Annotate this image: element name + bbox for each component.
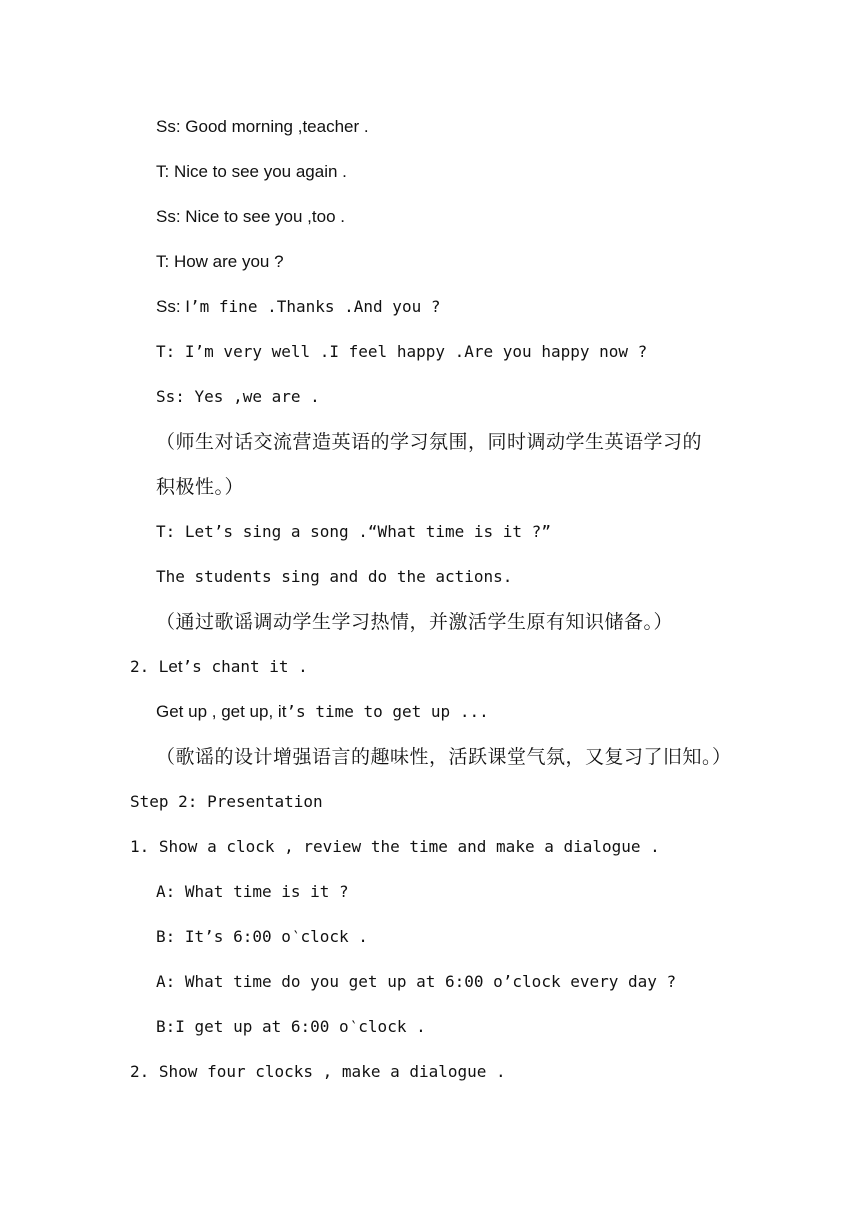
text-segment: B:I get up at 6:00 o‵clock .	[156, 1017, 426, 1036]
dialogue-line	[156, 925, 368, 949]
text-segment: （通过歌谣调动学生学习热情，并激活学生原有知识储备。）	[156, 611, 674, 633]
text-segment: 1. Show a clock , review the time and make a dialogue .	[130, 837, 660, 856]
text-segment: T: Let’s sing a song .“What time is it ?”	[156, 522, 551, 541]
dialogue-line	[156, 205, 345, 229]
text-segment: 2. Show four clocks , make a dialogue .	[130, 1062, 506, 1081]
text-segment: A: What time is it ?	[156, 882, 349, 901]
numbered-item	[130, 835, 660, 859]
text-segment: Ss: Yes ,we are .	[156, 387, 320, 406]
text-segment: T: How are you ?	[156, 252, 284, 271]
text-segment: Step 2: Presentation	[130, 792, 323, 811]
text-segment: Let	[158, 657, 183, 676]
dialogue-line	[156, 520, 551, 544]
annotation-line	[156, 610, 673, 635]
dialogue-line	[156, 1015, 426, 1039]
dialogue-line	[156, 160, 347, 184]
text-segment: Get up , get up, it	[156, 702, 287, 721]
text-segment: 积极性。）	[156, 476, 245, 498]
text-segment: ’s time to get up ...	[286, 702, 489, 721]
numbered-item	[130, 1060, 506, 1084]
annotation-line	[156, 745, 732, 770]
text-segment: T: I’m very well .I feel happy .Are you happy now ?	[156, 342, 648, 361]
text-segment: A: What time do you get up at 6:00 o’clock every day ?	[156, 972, 677, 991]
text-segment: 2.	[130, 657, 159, 676]
text-segment: The students sing and do the actions.	[156, 567, 513, 586]
text-segment: （师生对话交流营造英语的学习氛围，同时调动学生英语学习的	[156, 431, 703, 453]
numbered-item	[130, 655, 308, 679]
instruction-line	[156, 565, 512, 589]
dialogue-line	[156, 385, 320, 409]
dialogue-line	[156, 880, 349, 904]
text-segment: （歌谣的设计增强语言的趣味性，活跃课堂气氛，又复习了旧知。）	[156, 746, 732, 768]
text-segment: B: It’s 6:00 o‵clock .	[156, 927, 368, 946]
text-segment: T: Nice to see you again .	[156, 162, 347, 181]
dialogue-line	[156, 295, 440, 319]
chant-line	[156, 700, 489, 724]
dialogue-line	[156, 115, 369, 139]
text-segment: ’m fine .Thanks .And you ?	[190, 297, 441, 316]
dialogue-line	[156, 250, 284, 274]
text-segment: Ss: Good morning ,teacher .	[156, 117, 369, 136]
annotation-line	[156, 475, 244, 500]
text-segment: ’s chant it .	[182, 657, 308, 676]
annotation-line	[156, 430, 702, 455]
text-segment: Ss: I	[156, 297, 191, 316]
dialogue-line	[156, 970, 676, 994]
section-heading	[130, 790, 323, 814]
text-segment: Ss: Nice to see you ,too .	[156, 207, 345, 226]
dialogue-line	[156, 340, 647, 364]
